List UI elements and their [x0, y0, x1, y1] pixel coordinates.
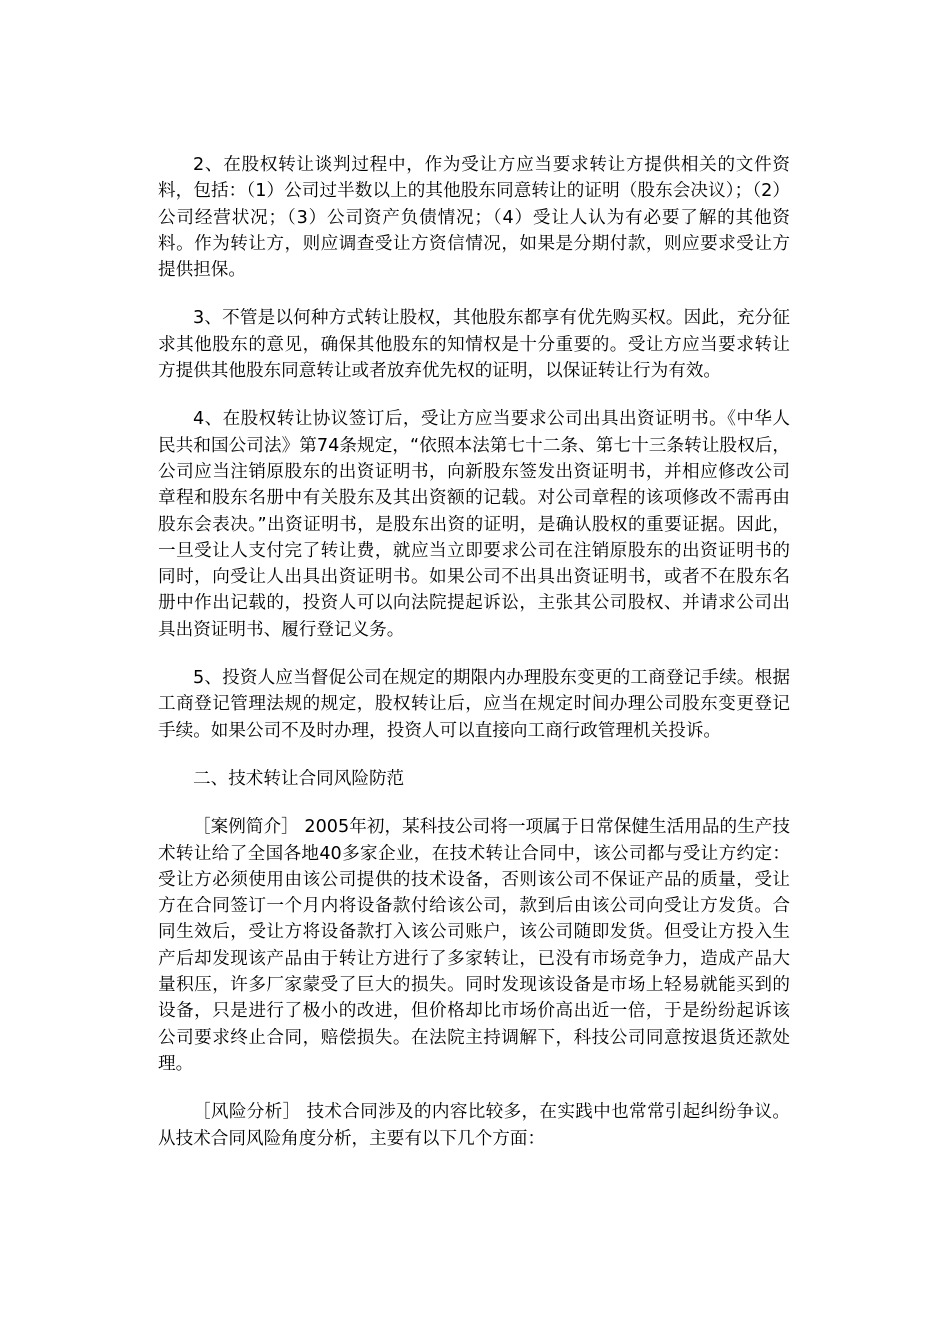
- paragraph-3-preemptive-right: 3、不管是以何种方式转让股权，其他股东都享有优先购买权。因此，充分征求其他股东的意见，确保其他股东的知情权是十分重要的。受让方应当要求转让方提供其他股东同意转让或者放弃优先权的证明，以保证转让行为有效。: [158, 308, 790, 382]
- paragraph-risk-analysis: ［风险分析］ 技术合同涉及的内容比较多，在实践中也常常引起纠纷争议。从技术合同风险角度分析，主要有以下几个方面：: [158, 1102, 790, 1149]
- paragraph-5-registration: 5、投资人应当督促公司在规定的期限内办理股东变更的工商登记手续。根据工商登记管理法规的规定，股权转让后，应当在规定时间办理公司股东变更登记手续。如果公司不及时办理，投资人可以直接向工商行政管理机关投诉。: [158, 668, 790, 741]
- section-heading-tech-transfer: 二、技术转让合同风险防范: [193, 768, 405, 789]
- paragraph-2-document-request: 2、在股权转让谈判过程中，作为受让方应当要求转让方提供相关的文件资料，包括：（1）公司过半数以上的其他股东同意转让的证明（股东会决议）；（2）公司经营状况；（3）公司资产负债情况；（4）受让人认为有必要了解的其他资料。作为转让方，则应调查受让方资信情况，如果是分期付款，则应要求受让方提供担保。: [158, 155, 790, 281]
- document-page: [158, 152, 790, 1174]
- paragraph-4-capital-certificate: 4、在股权转让协议签订后，受让方应当要求公司出具出资证明书。《中华人民共和国公司法》第74条规定，“依照本法第七十二条、第七十三条转让股权后，公司应当注销原股东的出资证明书，向新股东签发出资证明书，并相应修改公司章程和股东名册中有关股东及其出资额的记载。对公司章程的该项修改不需再由股东会表决。”出资证明书，是股东出资的证明，是确认股权的重要证据。因此，一旦受让人支付完了转让费，就应当立即要求公司在注销原股东的出资证明书的同时，向受让人出具出资证明书。如果公司不出具出资证明书，或者不在股东名册中作出记载的，投资人可以向法院提起诉讼，主张其公司股权、并请求公司出具出资证明书、履行登记义务。: [158, 409, 790, 640]
- paragraph-case-summary: ［案例简介］ 2005年初，某科技公司将一项属于日常保健生活用品的生产技术转让给了全国各地40多家企业，在技术转让合同中，该公司都与受让方约定：受让方必须使用由该公司提供的技术设备，否则该公司不保证产品的质量，受让方在合同签订一个月内将设备款付给该公司，款到后由该公司向受让方发货。合同生效后，受让方将设备款打入该公司账户，该公司随即发货。但受让方投入生产后却发现该产品由于转让方进行了多家转让，已没有市场竞争力，造成产品大量积压，许多厂家蒙受了巨大的损失。同时发现该设备是市场上轻易就能买到的设备，只是进行了极小的改进，但价格却比市场价高出近一倍，于是纷纷起诉该公司要求终止合同，赔偿损失。在法院主持调解下，科技公司同意按退货还款处理。: [158, 817, 790, 1074]
